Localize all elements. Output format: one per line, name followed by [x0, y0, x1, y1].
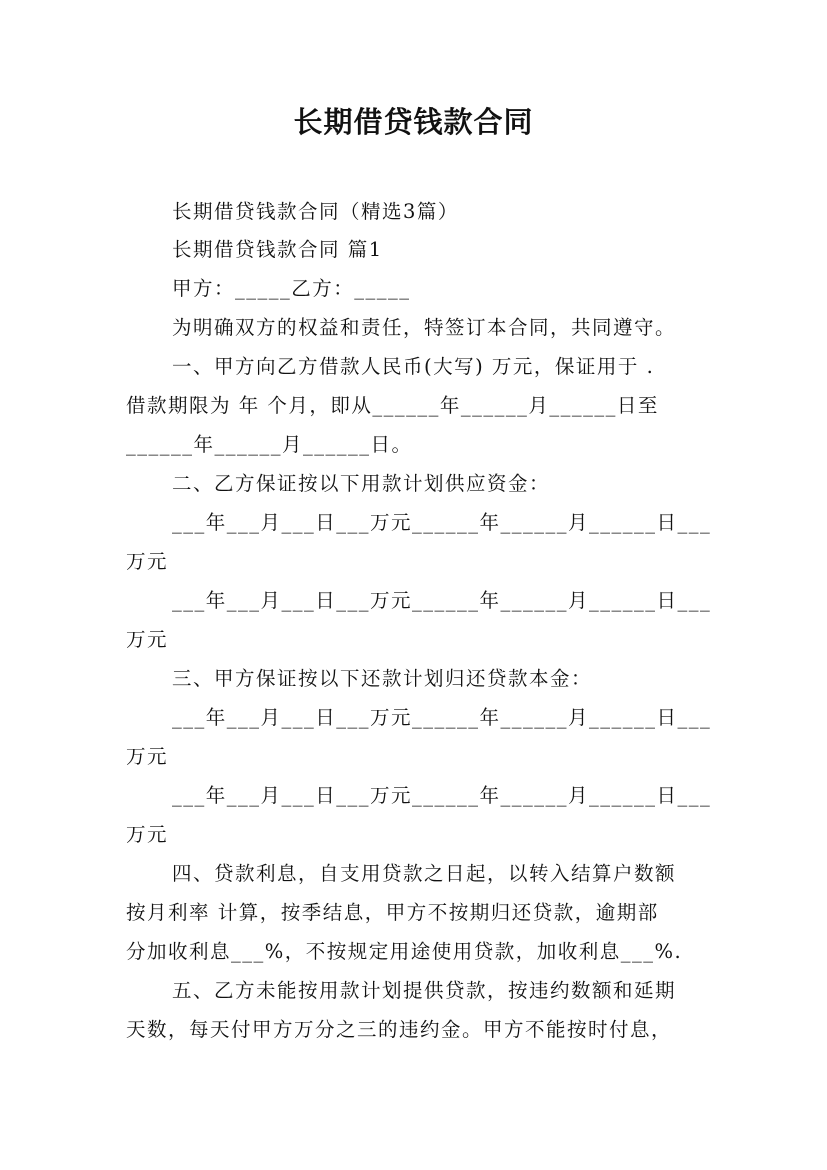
- clause-3-line: 三、甲方保证按以下还款计划归还贷款本金：: [172, 667, 593, 690]
- contract-subtitle: 长期借贷钱款合同（精选3篇）: [172, 200, 459, 223]
- schedule-line: 万元: [126, 823, 169, 846]
- schedule-line: ___年___月___日___万元______年______月______日___: [172, 706, 712, 729]
- section-heading: 长期借贷钱款合同 篇1: [172, 238, 383, 261]
- clause-4-line: 四、贷款利息，自支用贷款之日起，以转入结算户数额: [172, 862, 677, 885]
- clause-2-line: 二、乙方保证按以下用款计划供应资金：: [172, 472, 551, 495]
- schedule-line: ___年___月___日___万元______年______月______日___: [172, 784, 712, 807]
- clause-4-line: 按月利率 计算，按季结息，甲方不按期归还贷款，逾期部: [126, 901, 659, 924]
- schedule-line: ___年___月___日___万元______年______月______日___: [172, 589, 712, 612]
- paragraph-line: 为明确双方的权益和责任，特签订本合同，共同遵守。: [172, 316, 677, 339]
- schedule-line: 万元: [126, 550, 169, 573]
- schedule-line: 万元: [126, 628, 169, 651]
- schedule-line: 万元: [126, 745, 169, 768]
- document-title: 长期借贷钱款合同: [293, 105, 534, 139]
- clause-5-line: 五、乙方未能按用款计划提供贷款，按违约数额和延期: [172, 979, 677, 1002]
- clause-4-line: 分加收利息___%，不按规定用途使用贷款，加收利息___%.: [126, 940, 683, 963]
- clause-1-line: 借款期限为 年 个月，即从______年______月______日至: [126, 394, 659, 417]
- parties-line: 甲方：_____乙方：_____: [172, 277, 411, 300]
- clause-1-line: 一、甲方向乙方借款人民币(大写) 万元，保证用于 .: [172, 355, 655, 378]
- clause-1-line: ______年______月______日。: [126, 433, 413, 456]
- schedule-line: ___年___月___日___万元______年______月______日___: [172, 511, 712, 534]
- clause-5-line: 天数，每天付甲方万分之三的违约金。甲方不能按时付息，: [126, 1018, 673, 1041]
